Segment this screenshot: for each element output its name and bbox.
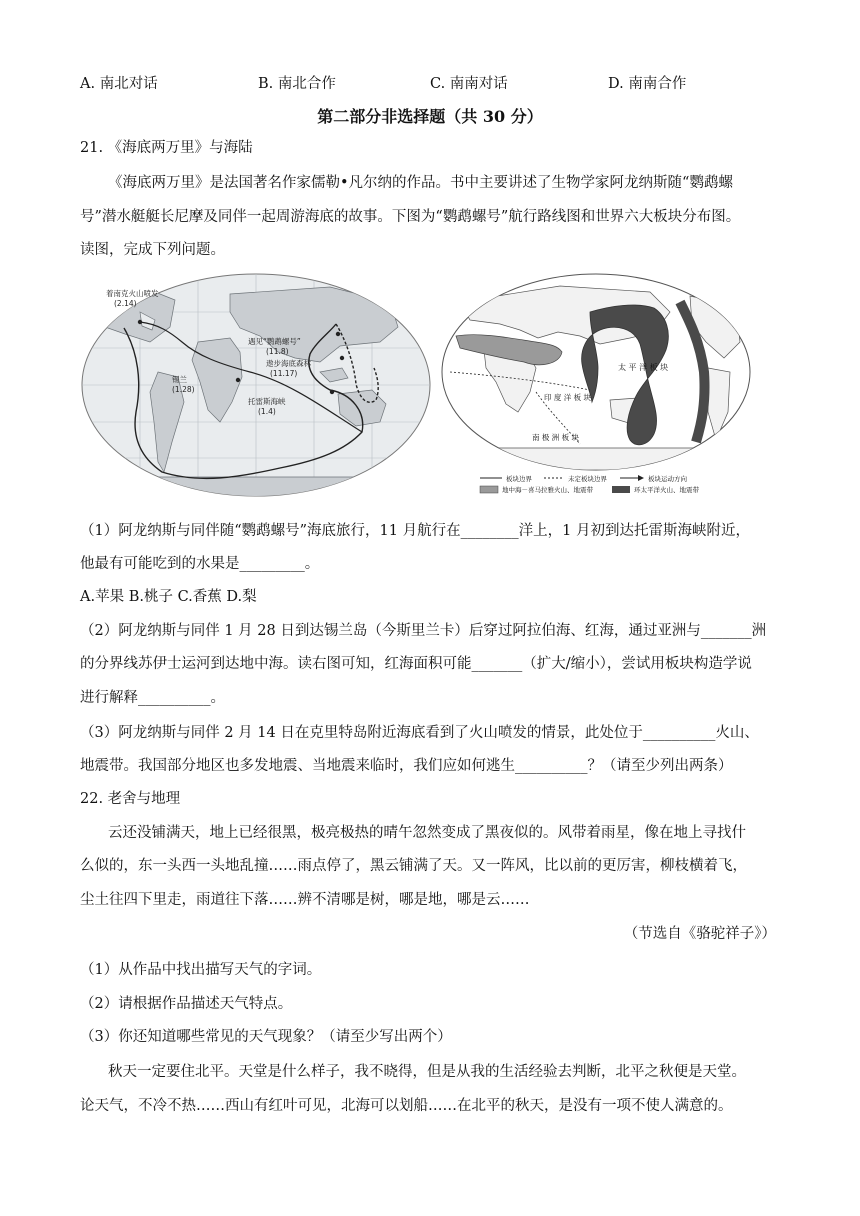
legend-uncertain: 未定板块边界	[568, 475, 607, 483]
q21-sub2-line-3: 进行解释__________。	[80, 690, 225, 706]
q22-passage1-line-1: 云还没铺满天，地上已经很黑，极亮极热的晴午忽然变成了黑夜似的。风带着雨星，像在地上寻找什	[108, 825, 746, 841]
label-ceylon-date: (1.28)	[172, 385, 195, 394]
q22-source: （节选自《骆驼祥子》）	[623, 926, 776, 942]
plate-map-figure	[440, 272, 752, 498]
label-crete-date: (2.14)	[114, 299, 137, 308]
q22-passage1-line-3: 尘土往四下里走，雨道往下落……辨不清哪是树，哪是地，哪是云……	[80, 892, 530, 908]
label-ceylon: 锡兰	[172, 375, 187, 384]
plate-map-legend	[480, 474, 700, 494]
q21-sub3-line-2: 地震带。我国部分地区也多发地震、当地震来临时，我们应如何逃生__________？（请至少列出两条）	[80, 758, 733, 774]
label-forest: 遨步海底森林	[266, 359, 311, 368]
q22-question-1: （1）从作品中找出描写天气的字词。	[80, 962, 322, 978]
q22-passage1-line-2: 么似的，东一头西一头地乱撞……雨点停了，黑云铺满了天。又一阵风，比以前的更厉害，柳枝横着飞，	[80, 858, 747, 874]
legend-boundary: 板块边界	[506, 475, 532, 483]
label-torres-date: (1.4)	[258, 407, 276, 416]
legend-motion: 板块运动方向	[648, 475, 687, 483]
legend-pac: 环太平洋火山、地震带	[634, 486, 699, 494]
label-forest-date: (11.17)	[270, 369, 298, 378]
plate-distribution-map	[440, 272, 752, 498]
label-crete: 着南克火山喷发	[106, 289, 159, 298]
q21-sub1-line-2: 他最有可能吃到的水果是_________。	[80, 556, 320, 572]
q21-intro-line-1: 《海底两万里》是法国著名作家儒勒•凡尔纳的作品。书中主要讲述了生物学家阿龙纳斯随“鹦鹉螺	[108, 175, 733, 191]
q22-title: 22. 老舍与地理	[80, 791, 181, 807]
q21-intro-line-2: 号”潜水艇艇长尼摩及同伴一起周游海底的故事。下图为“鹦鹉螺号”航行路线图和世界六大板块分布图。	[80, 209, 741, 225]
label-pacific-plate: 太 平 洋 板 块	[618, 363, 669, 372]
section-title: 第二部分非选择题（共 30 分）	[317, 107, 543, 126]
q22-passage2-line-1: 秋天一定要住北平。天堂是什么样子，我不晓得，但是从我的生活经验去判断，北平之秋便是天堂。	[108, 1064, 746, 1080]
nautilus-route-map	[80, 272, 432, 498]
q21-sub1-line-1: （1）阿龙纳斯与同伴随“鹦鹉螺号”海底旅行，11 月航行在________洋上，1 月初到达托雷斯海峡附近，	[80, 523, 750, 539]
q21-sub1-options: A.苹果 B.桃子 C.香蕉 D.梨	[80, 589, 257, 605]
label-nautilus-date: (11.8)	[266, 347, 289, 356]
option-c: C. 南南对话	[430, 76, 508, 92]
option-b: B. 南北合作	[258, 76, 336, 92]
q21-sub2-line-2: 的分界线苏伊士运河到达地中海。读右图可知，红海面积可能_______（扩大/缩小），尝试用板块构造学说	[80, 656, 752, 672]
previous-question-options	[80, 72, 780, 94]
legend-med: 地中海－喜马拉雅火山、地震带	[502, 486, 593, 494]
route-map-figure	[80, 272, 432, 498]
q21-title: 21. 《海底两万里》与海陆	[80, 140, 253, 156]
option-a: A. 南北对话	[80, 76, 158, 92]
q22-passage2-line-2: 论天气，不冷不热……西山有红叶可见，北海可以划船……在北平的秋天，是没有一项不使人满意的。	[80, 1098, 733, 1114]
label-indian-plate: 印 度 洋 板 块	[544, 393, 592, 402]
label-torres: 托雷斯海峡	[248, 397, 286, 406]
q21-sub2-line-1: （2）阿龙纳斯与同伴 1 月 28 日到达锡兰岛（今斯里兰卡）后穿过阿拉伯海、红海，通过亚洲与_______洲	[80, 623, 767, 639]
option-d: D. 南南合作	[608, 76, 687, 92]
q21-intro-line-3: 读图，完成下列问题。	[80, 242, 225, 258]
label-antarctic-plate: 南 极 洲 板 块	[532, 433, 580, 442]
label-nautilus: 遇见“鹦鹉螺号”	[248, 337, 301, 346]
q22-question-3: （3）你还知道哪些常见的天气现象？（请至少写出两个）	[80, 1029, 452, 1045]
q22-question-2: （2）请根据作品描述天气特点。	[80, 996, 293, 1012]
q21-sub3-line-1: （3）阿龙纳斯与同伴 2 月 14 日在克里特岛附近海底看到了火山喷发的情景，此处位于__________火山、	[80, 725, 759, 741]
